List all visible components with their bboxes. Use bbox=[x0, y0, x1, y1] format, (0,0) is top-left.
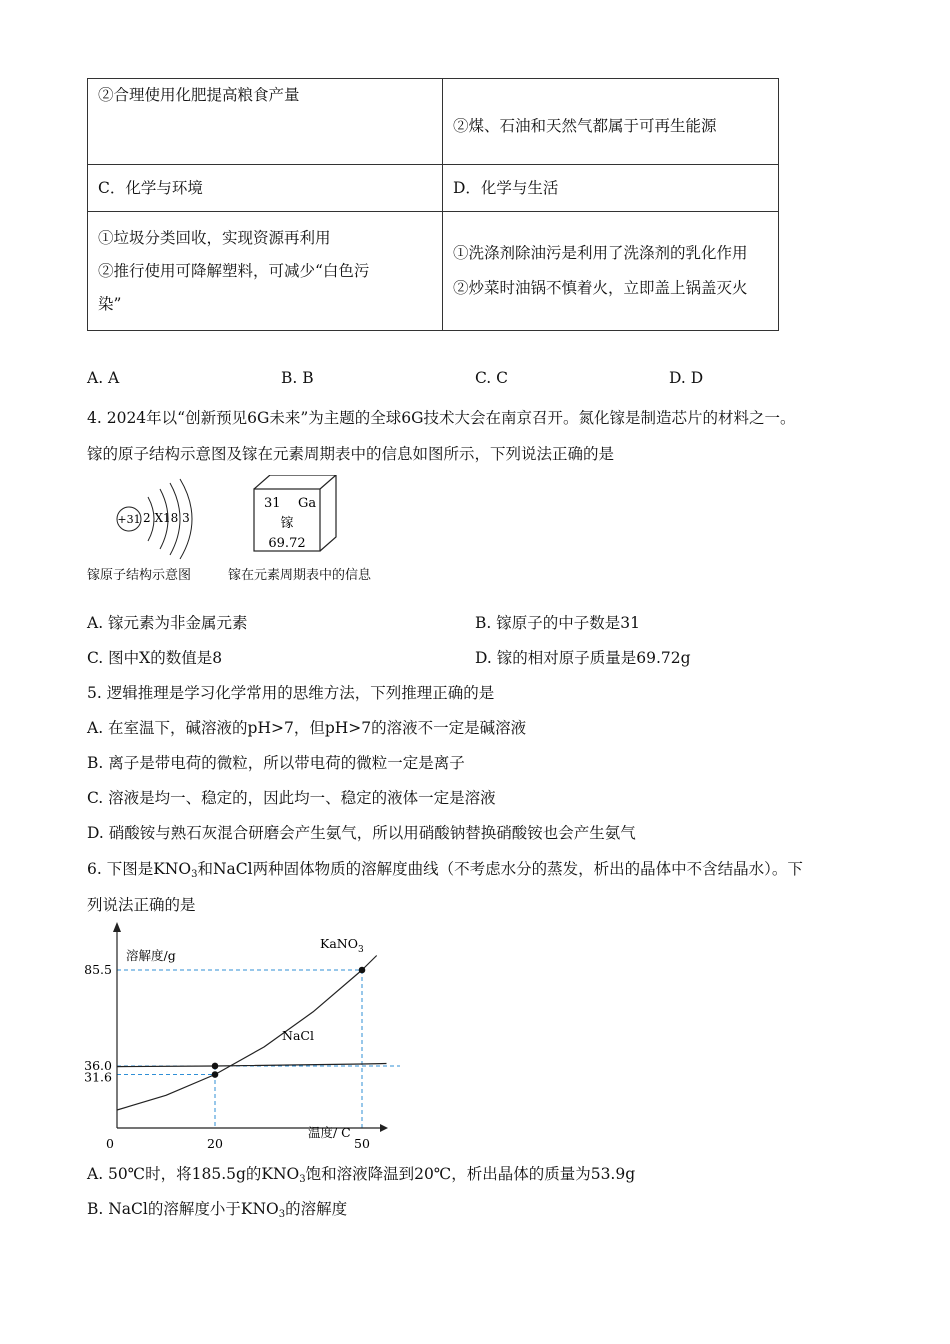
series-label-nacl: NaCl bbox=[282, 1028, 314, 1043]
option-a[interactable]: A. 50℃时，将185.5g的$KNO_3$饱和溶液降温到20℃，析出晶体的质量为53.9g bbox=[87, 1165, 636, 1185]
data-point bbox=[212, 1063, 219, 1070]
option-d[interactable]: D. 硝酸铵与熟石灰混合研磨会产生氨气，所以用硝酸钠替换硝酸铵也会产生氨气 bbox=[87, 824, 636, 842]
data-point bbox=[212, 1071, 219, 1078]
table-cell: C．化学与环境 bbox=[88, 165, 443, 212]
element-symbol: Ga bbox=[298, 496, 317, 511]
table-cell: D．化学与生活 bbox=[443, 165, 779, 212]
question-4-stem: 4. 2024年以“创新预见6G未来”为主题的全球6G技术大会在南京召开。氮化镓是制造芯片的材料之一。 bbox=[87, 409, 796, 427]
option-a[interactable]: A. A bbox=[87, 369, 120, 387]
option-d[interactable]: D. D bbox=[669, 369, 704, 387]
option-c[interactable]: C. C bbox=[475, 369, 509, 387]
option-c[interactable]: C. 溶液是均一、稳定的，因此均一、稳定的液体一定是溶液 bbox=[87, 789, 496, 807]
atom-diagram-caption: 镓原子结构示意图 bbox=[87, 568, 192, 583]
table-cell: ②合理使用化肥提高粮食产量 bbox=[88, 79, 443, 165]
y-tick-label: 85.5 bbox=[84, 962, 112, 977]
x-axis-arrow bbox=[380, 1124, 388, 1132]
option-b[interactable]: B. 镓原子的中子数是31 bbox=[475, 614, 640, 632]
option-a[interactable]: A. 镓元素为非金属元素 bbox=[87, 614, 248, 632]
element-name: 镓 bbox=[280, 516, 294, 531]
solubility-chart bbox=[80, 918, 400, 1148]
atomic-number: 31 bbox=[264, 496, 281, 511]
option-c[interactable]: C. 图中X的数值是8 bbox=[87, 649, 223, 667]
electron-shells-label: 2 X18 3 bbox=[143, 511, 190, 525]
nucleus-charge: +31 bbox=[117, 513, 141, 526]
question-4-stem-cont: 镓的原子结构示意图及镓在元素周期表中的信息如图所示，下列说法正确的是 bbox=[87, 445, 615, 463]
y-axis-label: 溶解度/g bbox=[126, 948, 176, 963]
data-point bbox=[359, 967, 366, 974]
x-tick-label: 20 bbox=[207, 1136, 223, 1148]
option-b[interactable]: B. B bbox=[281, 369, 314, 387]
atomic-mass: 69.72 bbox=[268, 536, 306, 551]
option-a[interactable]: A. 在室温下，碱溶液的pH>7，但pH>7的溶液不一定是碱溶液 bbox=[87, 719, 527, 737]
y-tick-label: 36.0 bbox=[84, 1057, 112, 1073]
table-cell: ②煤、石油和天然气都属于可再生能源 bbox=[443, 79, 779, 165]
kno3-curve bbox=[117, 956, 377, 1111]
table-cell: ①洗涤剂除油污是利用了洗涤剂的乳化作用 ②炒菜时油锅不慎着火，立即盖上锅盖灭火 bbox=[443, 212, 779, 331]
gallium-figures bbox=[100, 475, 400, 560]
series-label-kno3: KaNO$_3$ bbox=[320, 936, 364, 955]
question-5-stem: 5. 逻辑推理是学习化学常用的思维方法，下列推理正确的是 bbox=[87, 684, 495, 702]
option-d[interactable]: D. 镓的相对原子质量是69.72g bbox=[475, 649, 691, 667]
periodic-cell-caption: 镓在元素周期表中的信息 bbox=[228, 568, 372, 583]
x-tick-label: 50 bbox=[354, 1136, 370, 1148]
x-tick-label: 0 bbox=[106, 1136, 114, 1148]
question-6-stem: 6. 下图是$KNO_3$和NaCl两种固体物质的溶解度曲线（不考虑水分的蒸发，析出的晶体中不含结晶水）。下 bbox=[87, 860, 803, 880]
y-axis-arrow bbox=[113, 922, 121, 932]
question-6-stem-cont: 列说法正确的是 bbox=[87, 896, 196, 914]
comparison-table bbox=[87, 78, 779, 331]
option-b[interactable]: B. 离子是带电荷的微粒，所以带电荷的微粒一定是离子 bbox=[87, 754, 465, 772]
option-b[interactable]: B. NaCl的溶解度小于$KNO_3$的溶解度 bbox=[87, 1200, 348, 1220]
table-cell: ①垃圾分类回收，实现资源再利用 ②推行使用可降解塑料，可减少“白色污 染” bbox=[88, 212, 443, 331]
x-axis-label: 温度/ C bbox=[308, 1125, 351, 1140]
y-tick-label: 31.6 bbox=[84, 1069, 112, 1085]
